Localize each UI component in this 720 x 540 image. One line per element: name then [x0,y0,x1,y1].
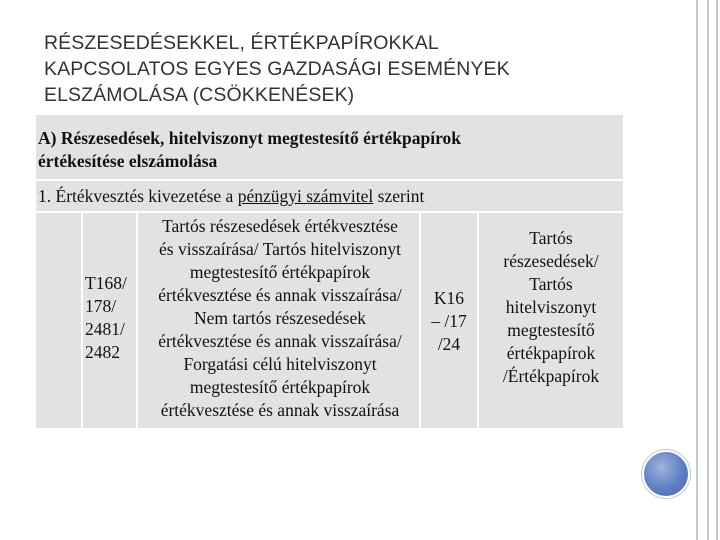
subheading-prefix: 1. Értékvesztés kivezetése a [38,186,238,206]
heading-line: értékesítése elszámolása [38,151,218,171]
description-line: értékvesztése és annak visszaírása [160,400,400,420]
debit-account: T168/ [85,273,127,293]
subheading-suffix: szerint [373,186,425,206]
credit-description-line: értékpapírok [506,343,596,363]
credit-description-line: Tartós [529,228,573,248]
title-line: KAPCSOLATOS EGYES GAZDASÁGI ESEMÉNYEK [44,58,510,80]
title-line: RÉSZESEDÉSEKKEL, ÉRTÉKPAPÍROKKAL [44,32,439,54]
credit-description-cell [479,213,623,428]
credit-description-line: Tartós [529,274,573,294]
credit-account: /24 [437,334,461,354]
debit-account: 2481/ [85,319,125,339]
debit-account: 178/ [85,296,117,316]
debit-accounts-cell [83,213,138,428]
debit-description-cell [138,213,421,428]
description-line: Nem tartós részesedések [193,308,366,328]
description-line: és visszaírása/ Tartós hitelviszonyt [159,239,401,259]
empty-cell [36,213,83,428]
description-line: Tartós részesedések értékvesztése [162,216,398,236]
section-heading [36,115,623,181]
credit-description-line: /Értékpapírok [502,366,600,386]
content-table [36,115,623,428]
credit-description-line: hitelviszonyt [505,297,597,317]
description-line: megtestesítő értékpapírok [189,262,371,282]
description-line: értékvesztése és annak visszaírása/ [158,331,402,351]
right-decoration [693,0,720,540]
credit-accounts-cell [421,213,479,428]
section-subheading [36,181,623,213]
subheading-underlined: pénzügyi számvitel [237,186,374,206]
entry-row [36,213,623,428]
description-line: értékvesztése és annak visszaírása/ [158,285,402,305]
decorative-orb [642,450,690,498]
credit-description-line: részesedések/ [503,251,599,271]
credit-account: K16 [433,288,465,308]
heading-line: A) Részesedések, hitelviszonyt megtestesítő értékpapírok [38,128,461,148]
credit-account: – /17 [431,311,467,331]
description-line: Forgatási célú hitelviszonyt [183,354,377,374]
description-line: megtestesítő értékpapírok [189,377,371,397]
debit-account: 2482 [85,342,120,362]
slide-title [44,30,644,108]
credit-description-line: megtestesítő [507,320,595,340]
title-line: ELSZÁMOLÁSA (CSÖKKENÉSEK) [44,84,355,106]
